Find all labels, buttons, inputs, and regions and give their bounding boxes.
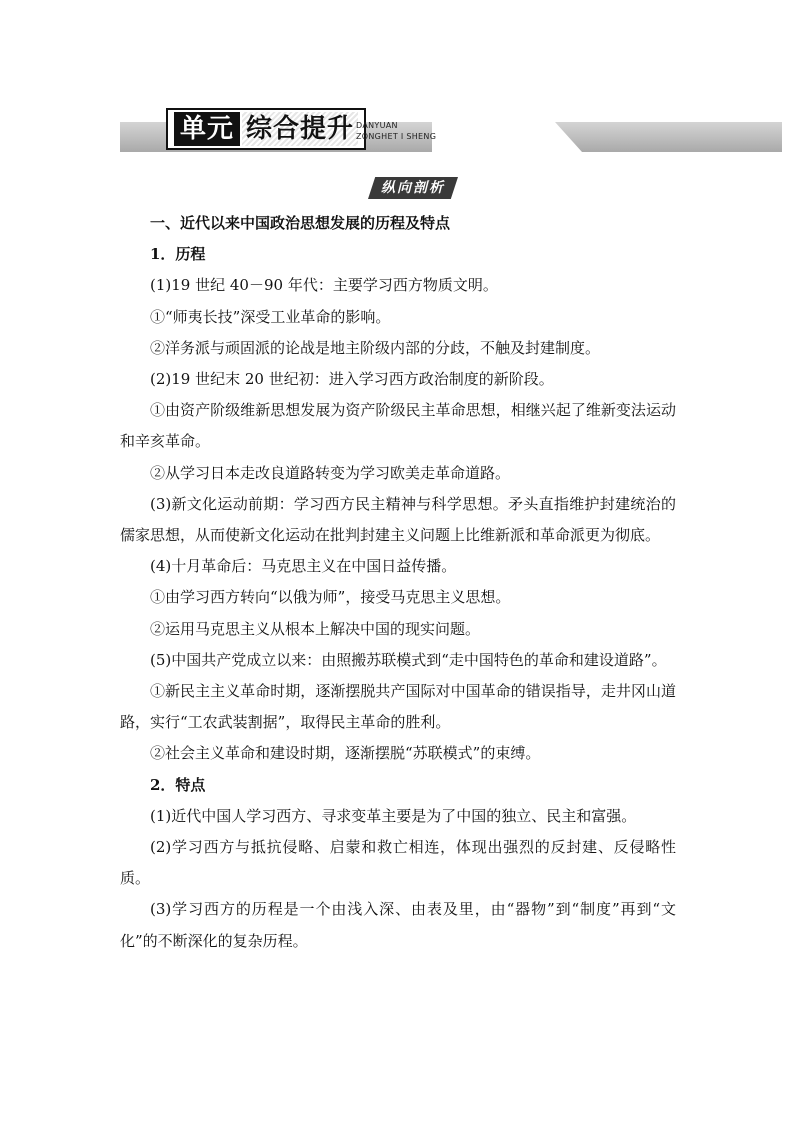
unit-title-pinyin [356,120,436,142]
unit-banner [120,108,782,152]
paragraph: (1)19 世纪 40－90 年代：主要学习西方物质文明。 [150,276,498,295]
section-tag-label: 纵向剖析 [381,180,445,196]
paragraph: ②社会主义革命和建设时期，逐渐摆脱“苏联模式”的束缚。 [150,744,541,763]
pinyin-line-2: ZONGHET I SHENG [356,132,437,141]
paragraph: ②运用马克思主义从根本上解决中国的现实问题。 [150,619,481,638]
paragraph: ②洋务派与顽固派的论战是地主阶级内部的分歧，不触及封建制度。 [150,338,601,357]
paragraph: (2)19 世纪末 20 世纪初：进入学习西方政治制度的新阶段。 [150,370,554,389]
paragraph: ①由资产阶级维新思想发展为资产阶级民主革命思想，相继兴起了维新变法运动和辛亥革命。 [120,401,676,451]
paragraph: (3)学习西方的历程是一个由浅入深、由表及里，由“器物”到“制度”再到“文化”的不断深化的复杂历程。 [120,900,676,950]
paragraph: ①新民主主义革命时期，逐渐摆脱共产国际对中国革命的错误指导，走井冈山道路，实行“工农武装割据”，取得民主革命的胜利。 [120,682,676,732]
section-tag [368,177,458,199]
paragraph: (3)新文化运动前期：学习西方民主精神与科学思想。矛头直指维护封建统治的儒家思想，从而使新文化运动在批判封建主义问题上比维新派和革命派更为彻底。 [120,494,676,545]
unit-title [166,108,366,150]
paragraph: (4)十月革命后：马克思主义在中国日益传播。 [150,557,457,576]
unit-title-part2: 综合提升 [242,112,358,146]
paragraph: ①“师夷长技”深受工业革命的影响。 [150,307,391,326]
paragraph: (1)近代中国人学习西方、寻求变革主要是为了中国的独立、民主和富强。 [150,806,637,825]
subsection-heading: 1．历程 [150,245,206,264]
paragraph: ②从学习日本走改良道路转变为学习欧美走革命道路。 [150,463,511,482]
pinyin-line-1: DANYUAN [356,121,398,130]
subsection-heading: 2．特点 [150,775,206,794]
document-body [120,208,676,957]
section-heading: 一、近代以来中国政治思想发展的历程及特点 [150,214,451,232]
paragraph: ①由学习西方转向“以俄为师”，接受马克思主义思想。 [150,588,511,607]
paragraph: (2)学习西方与抵抗侵略、启蒙和救亡相连，体现出强烈的反封建、反侵略性质。 [120,838,676,888]
paragraph: (5)中国共产党成立以来：由照搬苏联模式到“走中国特色的革命和建设道路”。 [150,650,667,669]
unit-title-part1: 单元 [174,112,240,146]
